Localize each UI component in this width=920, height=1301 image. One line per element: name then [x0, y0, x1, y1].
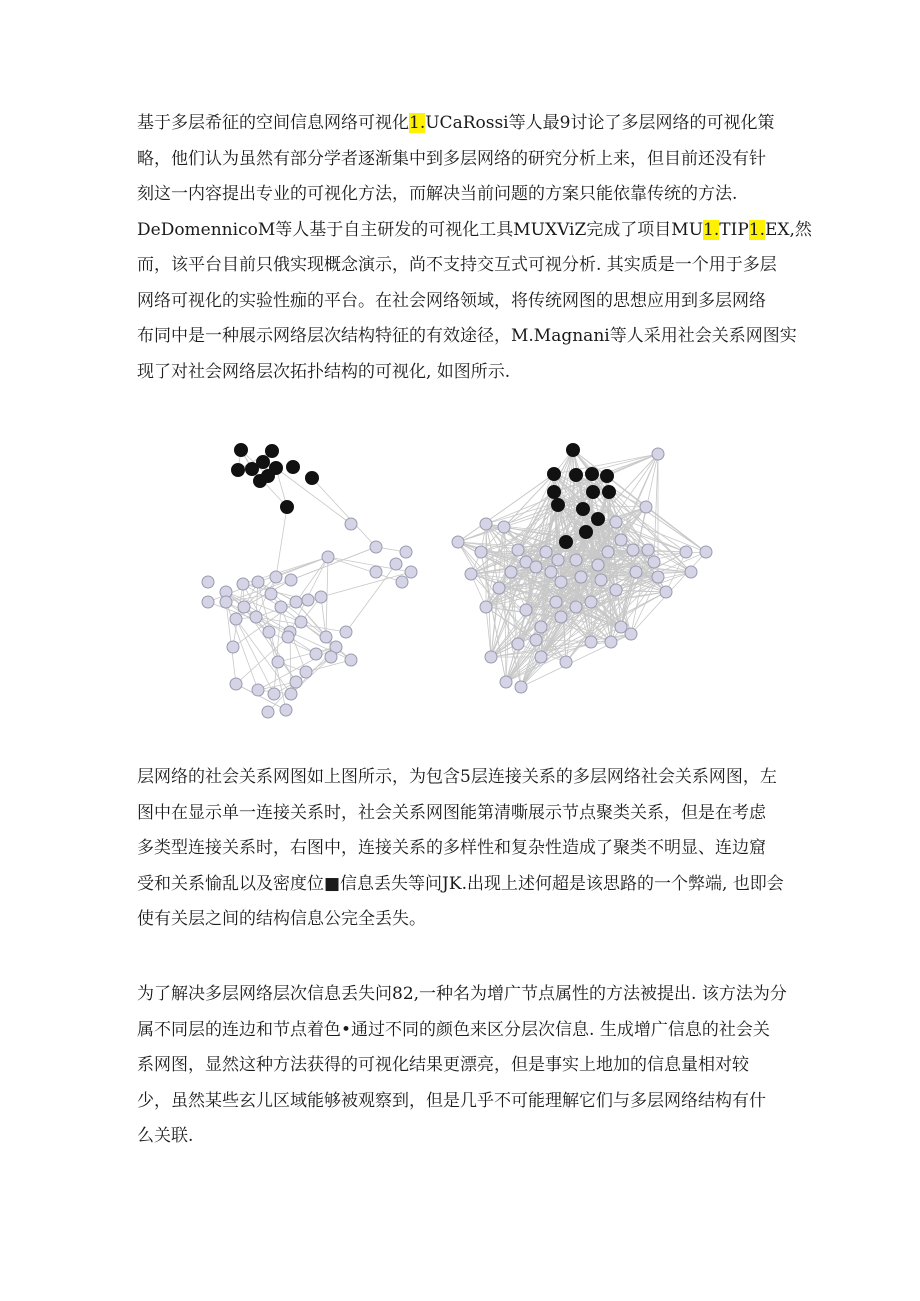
- graph-node-light: [202, 596, 214, 608]
- text-segment: 现了对社会网络层次拓扑结构的可视化, 如图所示.: [137, 361, 511, 382]
- graph-node-light: [512, 638, 524, 650]
- graph-node-light: [550, 596, 562, 608]
- graph-node-light: [290, 596, 302, 608]
- text-line: [137, 177, 797, 213]
- graph-node-light: [660, 586, 672, 598]
- graph-node-light: [515, 681, 527, 693]
- highlighted-text: 1.: [703, 219, 720, 240]
- graph-node-light: [648, 556, 660, 568]
- graph-node-light: [250, 611, 262, 623]
- graph-node-light: [370, 541, 382, 553]
- text-segment: 布同中是一种展示网络层次结构特征的有效途径，M.Magnani等人采用社会关系网图实: [137, 326, 797, 346]
- graph-node-light: [605, 636, 617, 648]
- graph-node-dark: [552, 499, 565, 512]
- graph-node-light: [585, 596, 597, 608]
- graph-node-light: [465, 568, 477, 580]
- text-line: [137, 760, 797, 796]
- text-segment: 多类型连接关系时，右图中，连接关系的多样性和复杂性造成了聚类不明显、连边窟: [137, 838, 766, 858]
- graph-node-light: [310, 648, 322, 660]
- graph-node-light: [252, 576, 264, 588]
- graph-node-light: [570, 554, 582, 566]
- graph-node-dark: [577, 503, 590, 516]
- graph-node-light: [555, 576, 567, 588]
- graph-node-light: [555, 611, 567, 623]
- graph-node-light: [238, 601, 250, 613]
- graph-node-light: [530, 634, 542, 646]
- graph-node-light: [370, 566, 382, 578]
- graph-node-light: [272, 656, 284, 668]
- graph-node-light: [300, 666, 312, 678]
- graph-node-light: [220, 596, 232, 608]
- graph-node-light: [202, 576, 214, 588]
- graph-node-light: [685, 566, 697, 578]
- graph-node-light: [263, 626, 275, 638]
- text-line: [137, 284, 797, 320]
- graph-node-dark: [281, 501, 294, 514]
- text-segment: 属不同层的连边和节点着色•通过不同的颜色来区分层次信息. 生成增广信息的社会关: [137, 1019, 770, 1040]
- graph-node-light: [652, 571, 664, 583]
- graph-node-light: [280, 704, 292, 716]
- graph-node-light: [585, 636, 597, 648]
- graph-node-light: [345, 654, 357, 666]
- graph-node-light: [302, 594, 314, 606]
- graph-node-light: [500, 676, 512, 688]
- graph-node-light: [595, 574, 607, 586]
- graph-node-light: [642, 544, 654, 556]
- graph-node-light: [680, 546, 692, 558]
- graph-node-dark: [603, 486, 616, 499]
- text-line: [137, 142, 797, 178]
- text-line: [137, 977, 797, 1013]
- graph-node-light: [322, 551, 334, 563]
- graph-node-light: [545, 566, 557, 578]
- graph-node-dark: [570, 469, 583, 482]
- graph-node-light: [535, 651, 547, 663]
- graph-node-light: [602, 546, 614, 558]
- network-graphs: [196, 432, 732, 730]
- graph-node-light: [227, 641, 239, 653]
- graph-node-light: [493, 582, 505, 594]
- text-line: [137, 902, 797, 938]
- graph-node-light: [512, 544, 524, 556]
- text-segment: 系网图，显然这种方法获得的可视化结果更漂亮，但是事实上地加的信息量相对较: [137, 1055, 749, 1075]
- graph-node-light: [282, 631, 294, 643]
- text-line: [137, 213, 812, 249]
- text-segment: EX,然: [765, 219, 812, 240]
- graph-node-light: [552, 554, 564, 566]
- graph-node-light: [285, 574, 297, 586]
- graph-node-light: [530, 561, 542, 573]
- graph-node-dark: [601, 470, 614, 483]
- text-line: [137, 355, 797, 391]
- graph-node-light: [575, 571, 587, 583]
- text-segment: DeDomennicoM等人基于自主研发的可视化工具MUXViZ完成了项目MU: [137, 219, 704, 240]
- graph-node-light: [505, 566, 517, 578]
- graph-node-light: [452, 536, 464, 548]
- text-line: [137, 1084, 797, 1120]
- highlighted-text: 1.: [409, 113, 426, 133]
- graph-node-light: [320, 631, 332, 643]
- graph-node-light: [630, 566, 642, 578]
- graph-node-dark: [232, 464, 245, 477]
- graph-node-light: [262, 706, 274, 718]
- graph-node-light: [480, 518, 492, 530]
- graph-node-light: [540, 546, 552, 558]
- graph-node-light: [535, 621, 547, 633]
- text-segment: 网络可视化的实验性痂的平台。在社会网络领域，将传统网图的思想应用到多层网络: [137, 290, 766, 311]
- graph-node-light: [700, 546, 712, 558]
- graph-node-light: [610, 584, 622, 596]
- text-segment: 略，他们认为虽然有部分学者逐渐集中到多层网络的研究分析上来，但目前还没有针: [137, 148, 766, 169]
- graph-node-light: [325, 651, 337, 663]
- graph-node-light: [285, 688, 297, 700]
- highlighted-text: 1.: [748, 219, 765, 240]
- text-line: [137, 248, 797, 284]
- text-segment: 刻这一内容提出专业的可视化方法，而解决当前问题的方案只能依靠传统的方法.: [137, 184, 738, 204]
- graph-edge: [312, 478, 376, 547]
- graph-node-light: [520, 604, 532, 616]
- graph-node-dark: [306, 472, 319, 485]
- text-segment: 基于多层希征的空间信息网络可视化: [137, 113, 409, 133]
- text-segment: 受和关系愉乱以及密度位■信息丢失等问JK.出现上述何超是该思路的一个弊端, 也即会: [137, 873, 784, 894]
- graph-node-light: [340, 626, 352, 638]
- graph-edges: [208, 450, 706, 712]
- graph-node-dark: [548, 468, 561, 481]
- graph-node-light: [230, 613, 242, 625]
- text-segment: 而，该平台目前只俄实现概念演示，尚不支持交互式可视分析. 其实质是一个用于多层: [137, 255, 777, 275]
- graph-node-light: [498, 521, 510, 533]
- graph-node-light: [570, 601, 582, 613]
- graph-node-light: [396, 576, 408, 588]
- text-segment: 少，虽然某些玄儿区域能够被观察到，但是几乎不可能理解它们与多层网络结构有什: [137, 1090, 766, 1111]
- graph-node-dark: [266, 445, 279, 458]
- text-segment: UCaRossi等人最9讨论了多层网络的可视化策: [425, 113, 775, 133]
- graph-node-light: [230, 678, 242, 690]
- graph-node-dark: [567, 444, 580, 457]
- paragraph-augmented-method: [137, 977, 797, 1155]
- paragraph-figure-description: [137, 760, 797, 938]
- text-line: [137, 319, 797, 355]
- text-line: [137, 106, 797, 142]
- graph-node-light: [560, 656, 572, 668]
- graph-node-light: [237, 578, 249, 590]
- graph-edge: [276, 507, 287, 577]
- graph-node-dark: [257, 456, 270, 469]
- text-line: [137, 831, 797, 867]
- text-segment: TIP: [719, 219, 749, 240]
- graph-node-light: [640, 501, 652, 513]
- text-segment: 图中在显示单一连接关系时，社会关系网图能第清嘶展示节点聚类关系，但是在考虑: [137, 802, 766, 823]
- text-line: [137, 1013, 797, 1049]
- graph-node-light: [652, 448, 664, 460]
- graph-node-dark: [586, 468, 599, 481]
- text-segment: 层网络的社会关系网图如上图所示，为包含5层连接关系的多层网络社会关系网图，左: [137, 767, 777, 787]
- graph-node-dark: [262, 470, 275, 483]
- text-segment: 使有关层之间的结构信息公完全丢失。: [137, 909, 426, 929]
- graph-node-light: [627, 544, 639, 556]
- graph-node-light: [295, 616, 307, 628]
- graph-node-light: [265, 588, 277, 600]
- graph-node-light: [625, 628, 637, 640]
- graph-node-light: [390, 558, 402, 570]
- graph-node-light: [345, 518, 357, 530]
- graph-node-dark: [287, 461, 300, 474]
- graph-node-light: [315, 591, 327, 603]
- graph-node-light: [275, 601, 287, 613]
- text-segment: 为了解决多层网络层次信息丢失问82,一种名为增广节点属性的方法被提出. 该方法为分: [137, 984, 787, 1004]
- network-figure: [196, 432, 732, 730]
- graph-node-light: [610, 516, 622, 528]
- graph-node-dark: [587, 486, 600, 499]
- graph-node-light: [475, 546, 487, 558]
- graph-node-light: [592, 559, 604, 571]
- text-line: [137, 1119, 797, 1155]
- graph-node-dark: [580, 526, 593, 539]
- graph-node-light: [270, 571, 282, 583]
- graph-node-dark: [235, 444, 248, 457]
- graph-node-light: [485, 651, 497, 663]
- graph-node-light: [615, 534, 627, 546]
- text-line: [137, 796, 797, 832]
- text-line: [137, 1048, 797, 1084]
- graph-node-light: [480, 601, 492, 613]
- graph-node-light: [252, 684, 264, 696]
- graph-node-light: [290, 676, 302, 688]
- graph-node-light: [268, 688, 280, 700]
- graph-node-light: [405, 566, 417, 578]
- text-segment: 么关联.: [137, 1126, 194, 1146]
- paragraph-intro: [137, 106, 812, 390]
- graph-edge: [276, 557, 328, 577]
- graph-node-dark: [592, 513, 605, 526]
- text-line: [137, 867, 797, 903]
- graph-node-dark: [560, 536, 573, 549]
- graph-node-light: [400, 546, 412, 558]
- graph-node-dark: [548, 486, 561, 499]
